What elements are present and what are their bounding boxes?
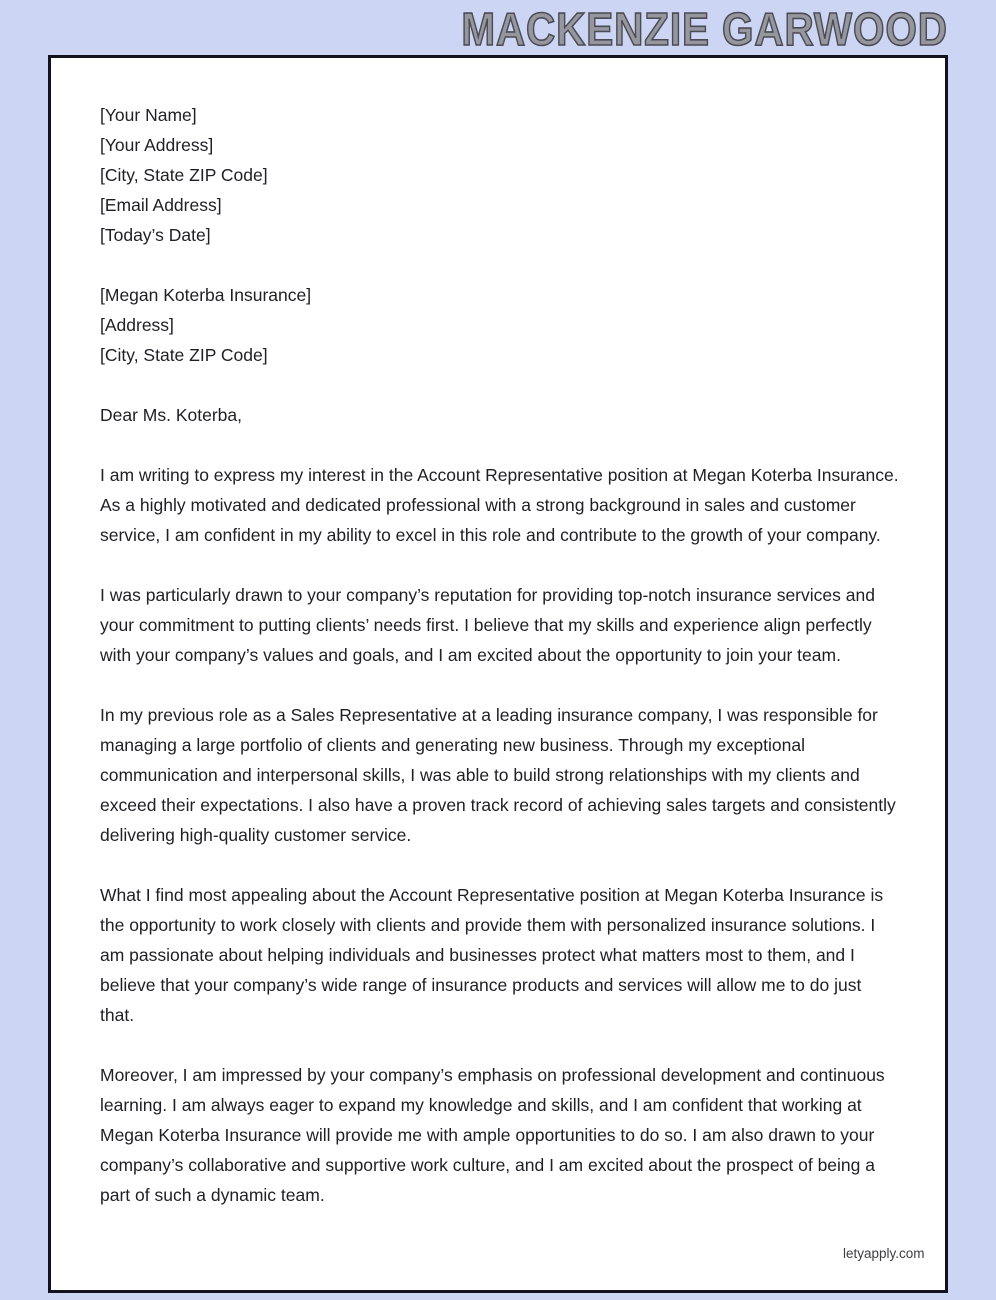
letter-paragraph: What I find most appealing about the Account Representative position at Megan Koterba Insurance is the opportunity to work closely with clients and provide them with personalized insurance solutions. I am passionate about helping individuals and businesses protect what matters most to them, and I believe that your company’s wide range of insurance products and services will allow me to do just that. <box>100 885 884 1025</box>
sender-date-line: [Today’s Date] <box>100 225 211 245</box>
sender-address-block <box>100 100 899 250</box>
sender-city-line: [City, State ZIP Code] <box>100 165 268 185</box>
sender-name-line: [Your Name] <box>100 105 197 125</box>
watermark-text: letyapply.com <box>843 1246 925 1261</box>
recipient-company-line: [Megan Koterba Insurance] <box>100 285 312 305</box>
sender-address-line: [Your Address] <box>100 135 214 155</box>
recipient-address-block <box>100 280 899 370</box>
salutation-line: Dear Ms. Koterba, <box>100 405 242 425</box>
letter-paragraph: Moreover, I am impressed by your company’s emphasis on professional development and continuous learning. I am always eager to expand my knowledge and skills, and I am confident that working at Megan Koterba Insurance will provide me with ample opportunities to do so. I am also drawn to your company’s collaborative and supportive work culture, and I am excited about the prospect of being a part of such a dynamic team. <box>100 1065 885 1205</box>
letter-paragraph: In my previous role as a Sales Representative at a leading insurance company, I was responsible for managing a large portfolio of clients and generating new business. Through my exceptional communication and interpersonal skills, I was able to build strong relationships with my clients and exceed their expectations. I also have a proven track record of achieving sales targets and consistently delivering high-quality customer service. <box>100 705 896 845</box>
page-title: MACKENZIE GARWOOD <box>461 3 948 55</box>
letter-document <box>48 55 948 1293</box>
salutation <box>100 400 899 430</box>
sender-email-line: [Email Address] <box>100 195 222 215</box>
letter-paragraph: I was particularly drawn to your company’s reputation for providing top-notch insurance services and your commitment to putting clients’ needs first. I believe that my skills and experience align perfectly with your company’s values and goals, and I am excited about the opportunity to join your team. <box>100 585 875 665</box>
recipient-city-line: [City, State ZIP Code] <box>100 345 268 365</box>
letter-body <box>51 58 945 1210</box>
recipient-address-line: [Address] <box>100 315 174 335</box>
letter-paragraph: I am writing to express my interest in the Account Representative position at Megan Koterba Insurance. As a highly motivated and dedicated professional with a strong background in sales and customer service, I am confident in my ability to excel in this role and contribute to the growth of your company. <box>100 465 899 545</box>
